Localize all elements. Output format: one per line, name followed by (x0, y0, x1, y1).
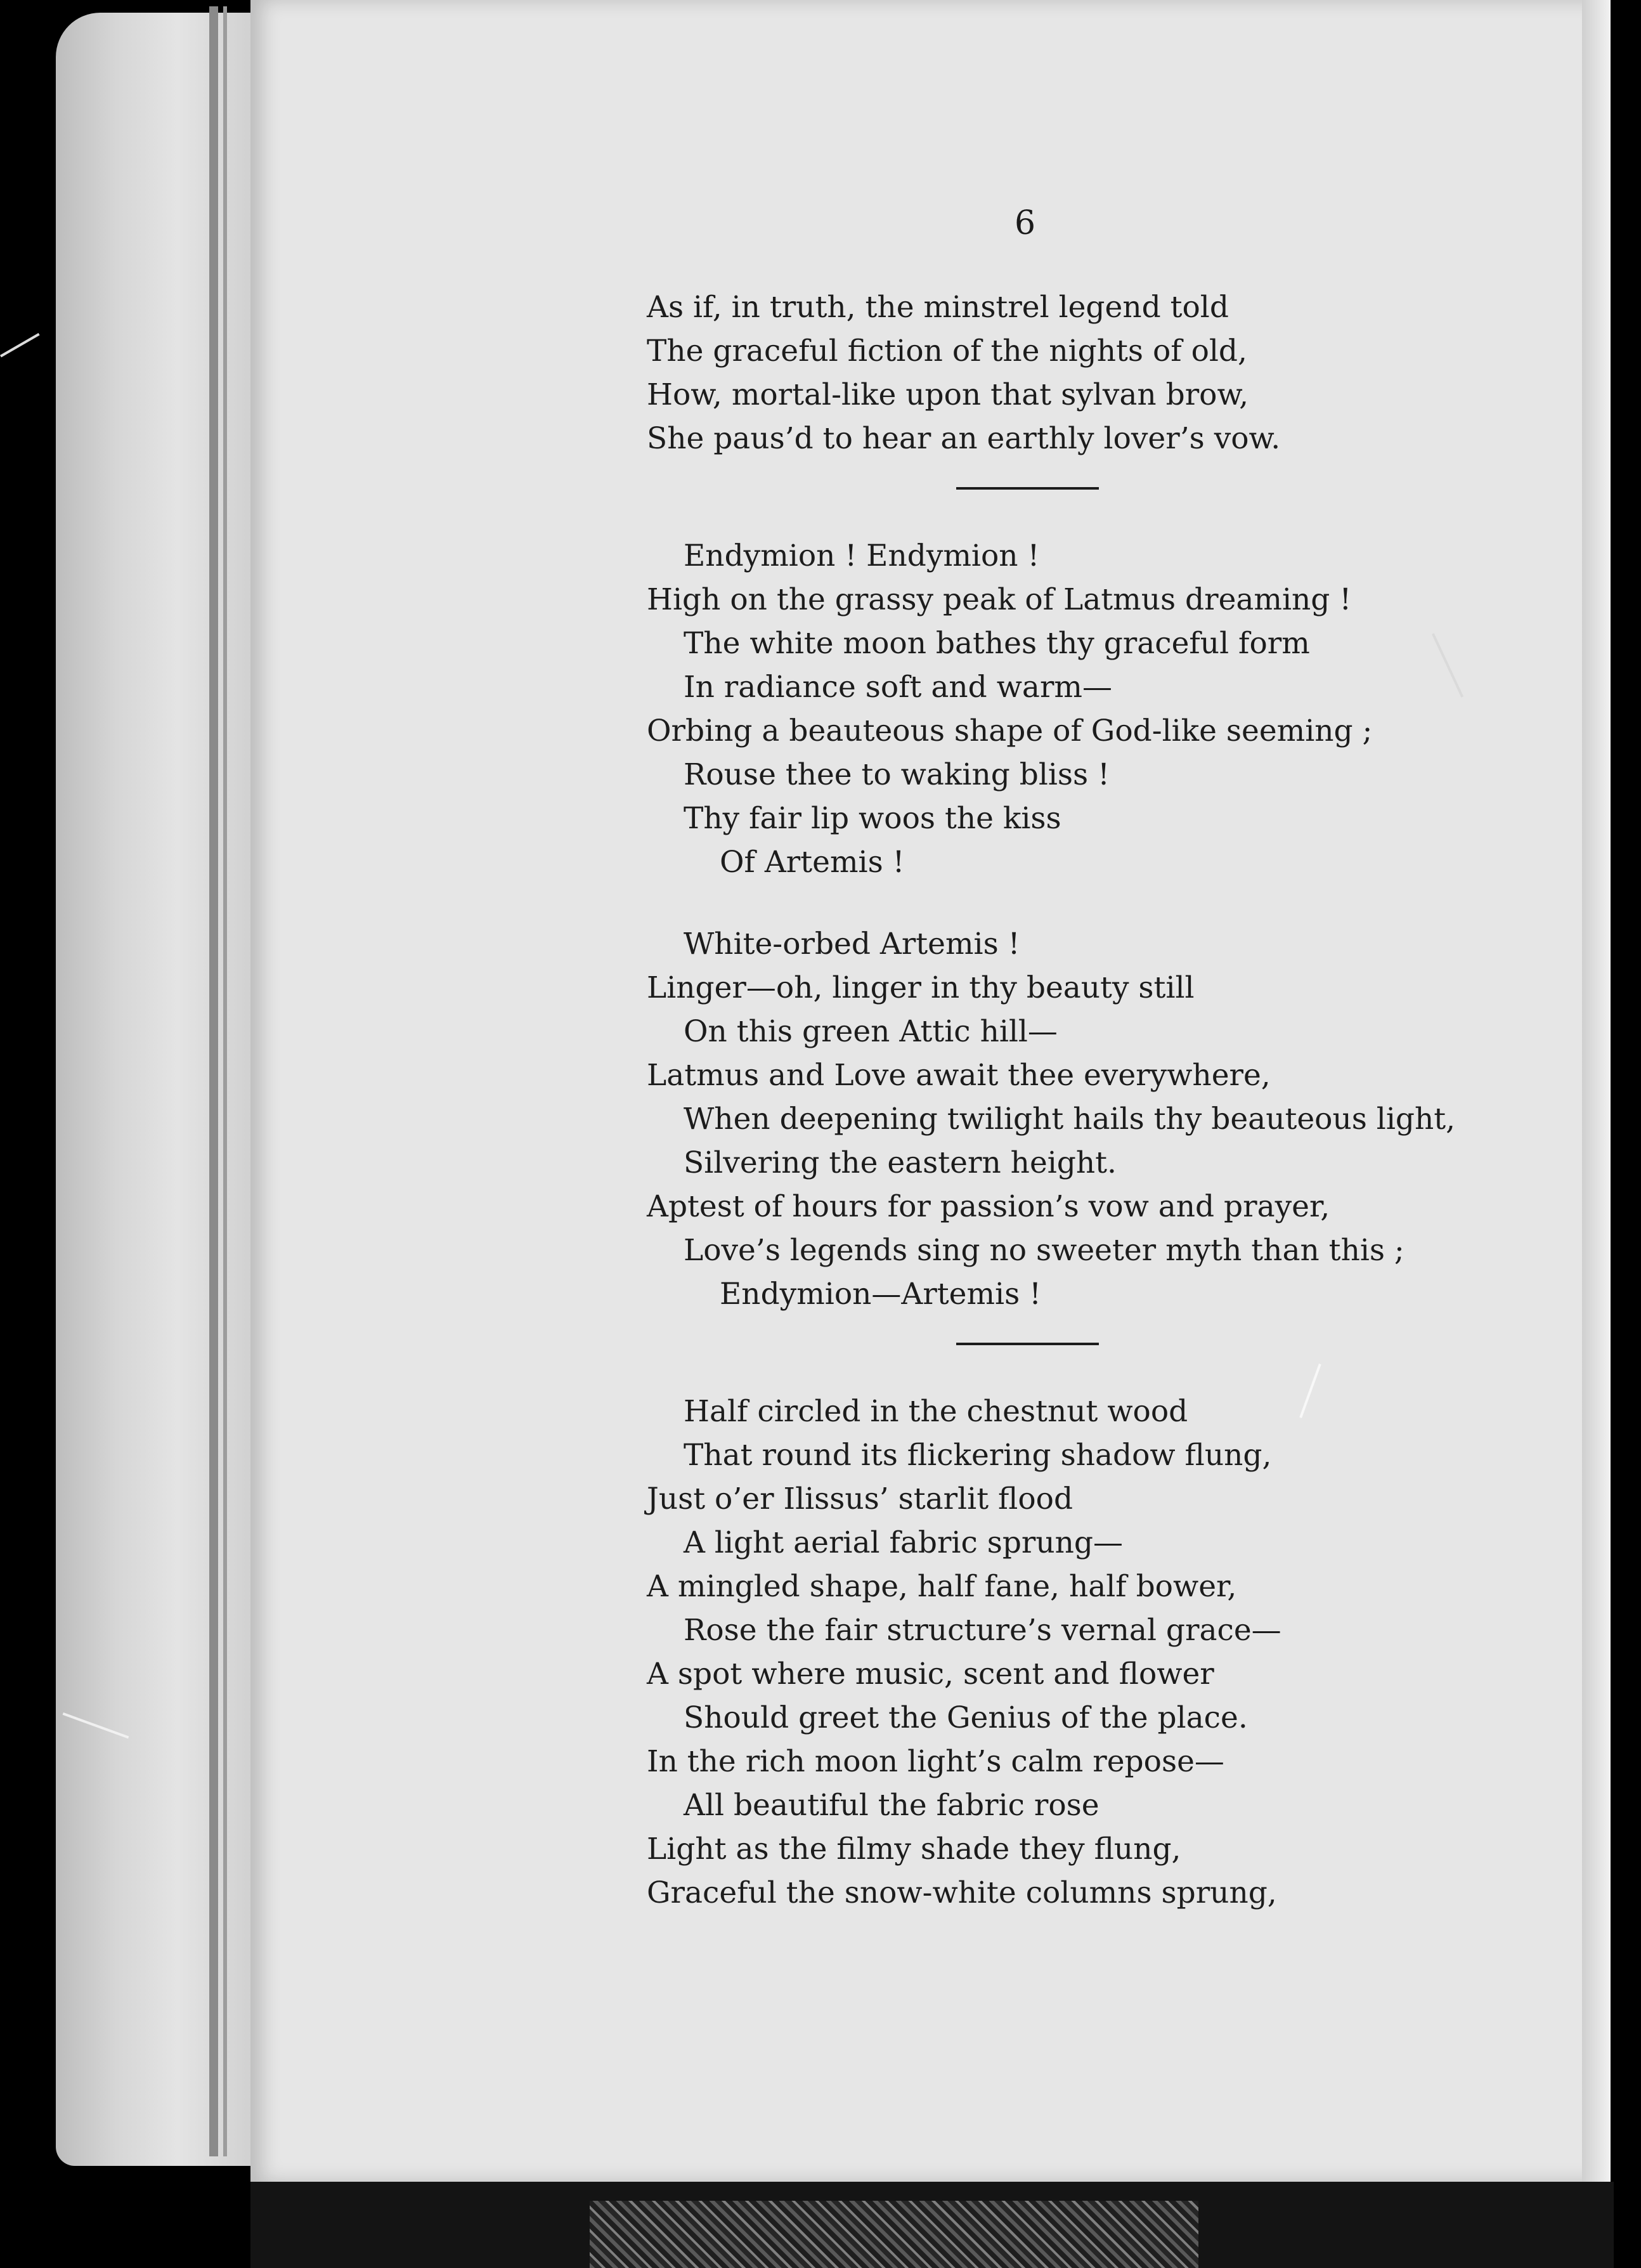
poem-line: Love’s legends sing no sweeter myth than this ; (684, 1233, 1404, 1268)
poem-line: On this green Attic hill— (684, 1014, 1058, 1049)
poem-line: A light aerial fabric sprung— (684, 1525, 1124, 1560)
poem-line: Graceful the snow-white columns sprung, (647, 1875, 1277, 1910)
poem-line: White-orbed Artemis ! (684, 927, 1020, 961)
poem-line: In the rich moon light’s calm repose— (647, 1744, 1224, 1779)
poem-line: Orbing a beauteous shape of God-like seeming ; (647, 714, 1373, 748)
poem-line: Thy fair lip woos the kiss (684, 801, 1061, 836)
poem-line: That round its flickering shadow flung, (684, 1438, 1272, 1473)
poem-line: Half circled in the chestnut wood (684, 1394, 1188, 1429)
poem-line: The graceful fiction of the nights of old, (647, 334, 1247, 368)
poem-line: Rouse thee to waking bliss ! (684, 757, 1110, 792)
poem-line: Rose the fair structure’s vernal grace— (684, 1613, 1281, 1648)
poem-line: When deepening twilight hails thy beauteous light, (684, 1102, 1456, 1137)
book-cover-edge (56, 13, 259, 2166)
poem-line: Just o’er Ilissus’ starlit flood (647, 1482, 1073, 1516)
spine-line (209, 6, 218, 2156)
poem-line: Of Artemis ! (720, 845, 905, 880)
poem-line: Endymion ! Endymion ! (684, 538, 1040, 573)
poem-line: Endymion—Artemis ! (720, 1277, 1042, 1312)
poem-line: The white moon bathes thy graceful form (684, 626, 1310, 661)
spine-line (223, 6, 227, 2156)
page-number: 6 (1015, 204, 1036, 242)
poem-line: In radiance soft and warm— (684, 670, 1112, 705)
poem-line: Latmus and Love await thee everywhere, (647, 1058, 1271, 1093)
poem-line: A spot where music, scent and flower (647, 1657, 1214, 1691)
poem-line: A mingled shape, half fane, half bower, (647, 1569, 1237, 1604)
endpaper-pattern (590, 2201, 1198, 2268)
page-right-edge (1582, 0, 1611, 2182)
section-divider (956, 487, 1099, 490)
section-divider (956, 1343, 1099, 1345)
scan-scratch (0, 333, 40, 357)
poem-line: She paus’d to hear an earthly lover’s vow. (647, 421, 1281, 456)
poem-line: Light as the filmy shade they flung, (647, 1832, 1181, 1867)
poem-line: Should greet the Genius of the place. (684, 1700, 1248, 1735)
poem-line: All beautiful the fabric rose (684, 1788, 1099, 1823)
poem-line: Silvering the eastern height. (684, 1145, 1117, 1180)
poem-line: Linger—oh, linger in thy beauty still (647, 970, 1195, 1005)
poem-line: As if, in truth, the minstrel legend told (647, 290, 1229, 325)
poem-line: Aptest of hours for passion’s vow and prayer, (647, 1189, 1330, 1224)
poem-line: How, mortal-like upon that sylvan brow, (647, 377, 1249, 412)
poem-line: High on the grassy peak of Latmus dreaming ! (647, 582, 1352, 617)
poem-text (647, 285, 1553, 1915)
stanza-gap (647, 884, 1553, 922)
